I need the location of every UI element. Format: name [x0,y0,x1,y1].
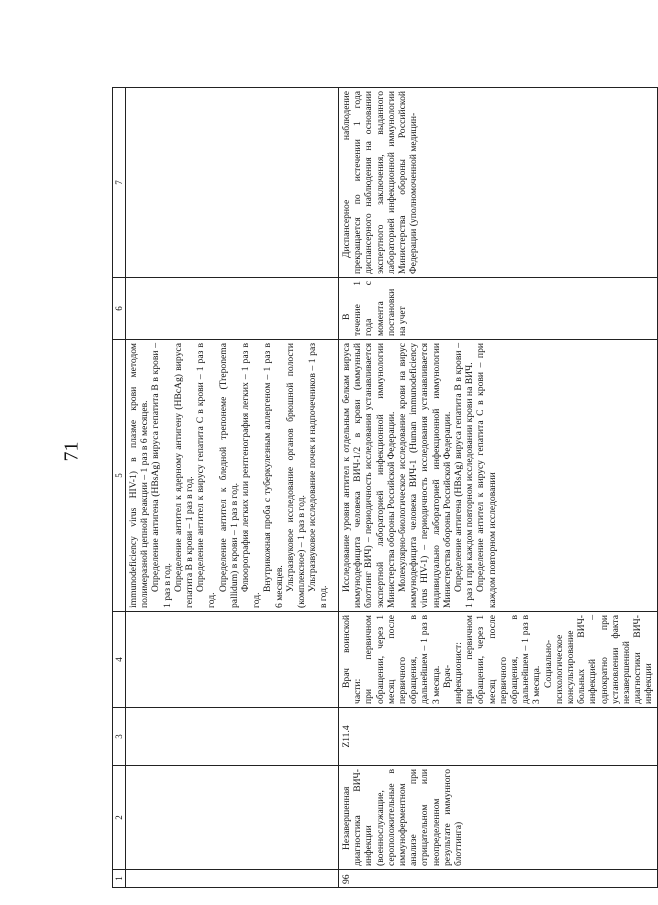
header-cell-6: 6 [113,278,126,340]
termination-text: Диспансерное наблюдение прекращается по истечении 1 года диспансерного наблюдения на основании экспертного заключения, выданного лабораторией инфекционной иммунологии Министерства обороны Российской Федерации (уполномоченной медицин- [341,91,420,274]
exam-line: immunodeficiency virus HIV-1) в плазме крови методом полимеразной цепной реакции – 1 раз в 6 месяцев. [128,343,151,608]
specialist-line: при первичном обращении, через 1 месяц после первичного обращения, в дальнейшем – 1 раз в 3 месяца. [363,615,442,704]
table-row-continuation [126,88,339,888]
duration-text: В течение 1 года с момента постановки на учет [341,281,409,336]
examinations-cell [339,340,658,612]
header-cell-7: 7 [113,88,126,278]
exam-line: Флюорография легких или рентгенография легких – 1 раз в год. [240,343,263,608]
specialist-line: при первичном обращении, через 1 месяц после первичного обращения, в дальнейшем – 1 раз в 3 месяца. [464,615,543,704]
exam-line: Внутрикожная проба с туберкулезным аллергеном – 1 раз в 6 месяцев. [262,343,285,608]
diagnosis-cell [339,766,658,870]
cell-empty [126,278,339,340]
specialist-line: Врач воинской части: [341,615,364,704]
cell-empty [126,870,339,888]
exam-line: Молекулярно-биологическое исследование крови на вирус иммунодефицита человека ВИЧ-1 (Human immunodeficiency virus HIV-1) – периодичность исследования устанавливается индивидуально лабораторией инфекционной иммунологии Министерства обороны Российской Федерации. [397,343,453,608]
header-cell-3: 3 [113,708,126,766]
dispensary-table [112,87,658,888]
icd-code: Z11.4 [339,708,658,766]
cell-empty [126,766,339,870]
exam-line: Определение антигена (HBsAg) вируса гепатита B в крови – 1 раз в год. [150,343,173,608]
header-cell-2: 2 [113,766,126,870]
diagnosis-text: Незавершенная диагностика ВИЧ-инфекции (военнослужащие, сероположительные в иммуноферментном анализе при отрицательном или неопределенном результате иммунного блоттинга) [341,769,465,866]
header-cell-1: 1 [113,870,126,888]
page-number: 71 [60,441,83,462]
cell-empty [126,88,339,278]
exam-line: Ультразвуковое исследование почек и надпочечников – 1 раз в год. [307,343,330,608]
cell-examinations-continued [126,340,339,612]
specialist-line: Социально-психологическое консультирование больных ВИЧ-инфекцией – однократно при установлении факта незавершенной диагностики ВИЧ-инфекции [542,615,655,704]
termination-cell [339,88,658,278]
row-number: 96 [339,870,658,888]
exam-line: Определение антител к вирусу гепатита C в крови – при каждом повторном исследовании [475,343,498,608]
exam-line: Определение антител к бледной трепонеме (Treponema pallidum) в крови – 1 раз в год. [217,343,240,608]
exam-line: Исследование уровня антител к отдельным белкам вируса иммунодефицита человека ВИЧ-1/2 в крови (иммунный блоттинг ВИЧ) – периодичность исследования устанавливается экспертной лабораторией инфекционной иммунологии Министерства обороны Российской Федерации. [341,343,397,608]
header-cell-5: 5 [113,340,126,612]
header-cell-4: 4 [113,612,126,708]
exam-line: Определение антител к ядерному антигену (HBcAg) вируса гепатита B в крови – 1 раз в год. [172,343,196,608]
cell-empty [126,612,339,708]
table-container [112,88,655,888]
table-row-96 [339,88,658,888]
exam-line: Определение антигена (HBsAg) вируса гепатита B в крови – 1 раз и при каждом повторном исследовании крови на ВИЧ. [453,343,476,608]
exam-line: Ультразвуковое исследование органов брюшной полости (комплексное) – 1 раз в год. [284,343,308,608]
duration-cell [339,278,658,340]
cell-empty [126,708,339,766]
specialist-line: Врач-инфекционист: [441,642,465,704]
exam-line: Определение антител к вирусу гепатита C в крови – 1 раз в год. [195,343,218,608]
specialists-cell [339,612,658,708]
header-row [113,88,126,888]
